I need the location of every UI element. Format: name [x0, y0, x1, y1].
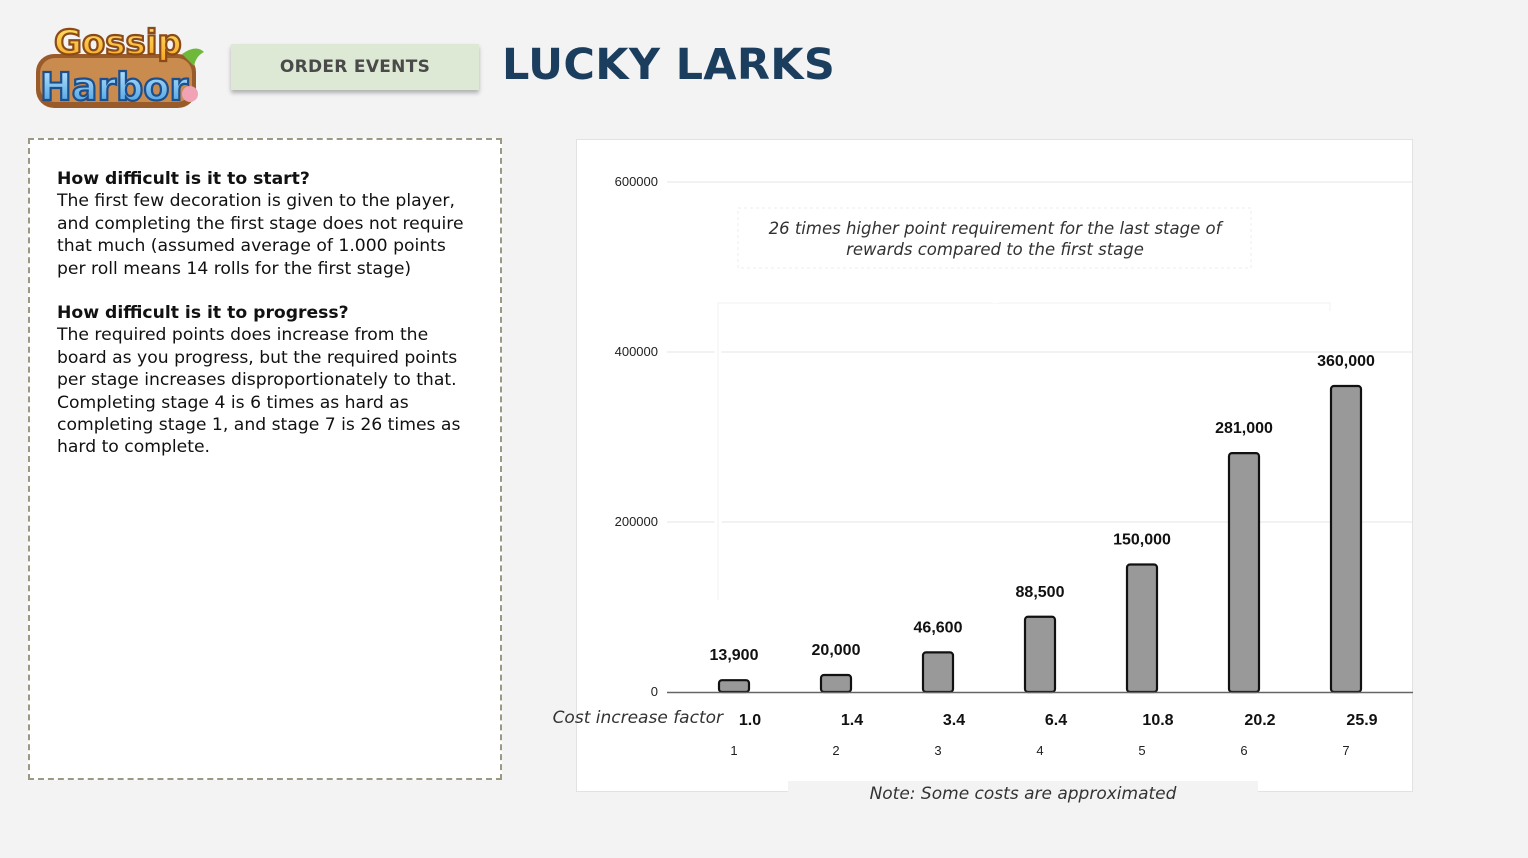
svg-text:Gossip: Gossip	[54, 23, 182, 63]
x-tick-label-5: 5	[1138, 743, 1146, 758]
section-badge: ORDER EVENTS	[231, 44, 479, 90]
chart-panel	[552, 139, 1413, 792]
factor-value-4: 6.4	[1044, 712, 1068, 729]
x-tick-label-3: 3	[934, 743, 942, 758]
bar-data-label-3: 46,600	[913, 619, 963, 637]
bar-7	[1331, 386, 1361, 692]
answer-start: The first few decoration is given to the player, and completing the first stage does not require that much (assumed average of 1.000 points per roll means 14 rolls for the first stage)	[57, 191, 464, 279]
bar-1	[719, 680, 749, 692]
x-tick-label-1: 1	[730, 743, 738, 758]
bar-data-label-7: 360,000	[1317, 353, 1375, 370]
factor-value-3: 3.4	[942, 712, 966, 729]
bar-6	[1229, 453, 1259, 692]
bar-data-label-2: 20,000	[811, 642, 861, 659]
x-tick-label-4: 4	[1036, 743, 1044, 758]
page-title: LUCKY LARKS	[502, 40, 836, 90]
bar-data-label-4: 88,500	[1015, 583, 1065, 601]
y-tick-label-3: 600000	[614, 174, 658, 189]
factor-value-6: 20.2	[1244, 712, 1276, 729]
y-tick-label-2: 400000	[614, 344, 658, 359]
x-tick-label-7: 7	[1342, 743, 1350, 758]
factor-value-1: 1.0	[738, 712, 762, 729]
bar-5	[1127, 565, 1157, 693]
y-tick-label-1: 200000	[614, 514, 658, 529]
bar-3	[923, 652, 953, 692]
factor-value-2: 1.4	[840, 712, 864, 729]
annotation-line-1: 26 times higher point requirement for the last stage of	[768, 219, 1222, 238]
answer-progress: The required points does increase from the board as you progress, but the required points per stage increases disproportionately to that. Completing stage 4 is 6 times as hard as completing stage 1, and stage 7 is 26 times as hard to complete.	[57, 325, 461, 458]
annotation-box	[738, 208, 1251, 268]
factor-value-7: 25.9	[1346, 712, 1378, 729]
bar-data-label-6: 281,000	[1215, 420, 1273, 438]
factor-value-5: 10.8	[1142, 712, 1174, 729]
factor-row-label: Cost increase factor	[552, 708, 723, 728]
x-tick-label-6: 6	[1240, 743, 1248, 758]
bar-2	[821, 675, 851, 692]
text-panel	[28, 138, 502, 780]
question-progress: How difficult is it to progress?	[57, 303, 349, 324]
question-start: How difficult is it to start?	[57, 169, 310, 189]
bar-chart	[552, 140, 1414, 793]
bar-data-label-1: 13,900	[709, 647, 759, 665]
bar-data-label-5: 150,000	[1113, 531, 1171, 549]
chart-note: Note: Some costs are approximated	[788, 781, 1258, 807]
x-tick-label-2: 2	[832, 743, 840, 758]
gossip-harbor-logo	[32, 14, 210, 112]
bar-4	[1025, 617, 1055, 692]
y-tick-label-0: 0	[650, 684, 658, 699]
svg-text:Harbor: Harbor	[40, 65, 189, 109]
annotation-line-2: rewards compared to the first stage	[846, 240, 1144, 259]
